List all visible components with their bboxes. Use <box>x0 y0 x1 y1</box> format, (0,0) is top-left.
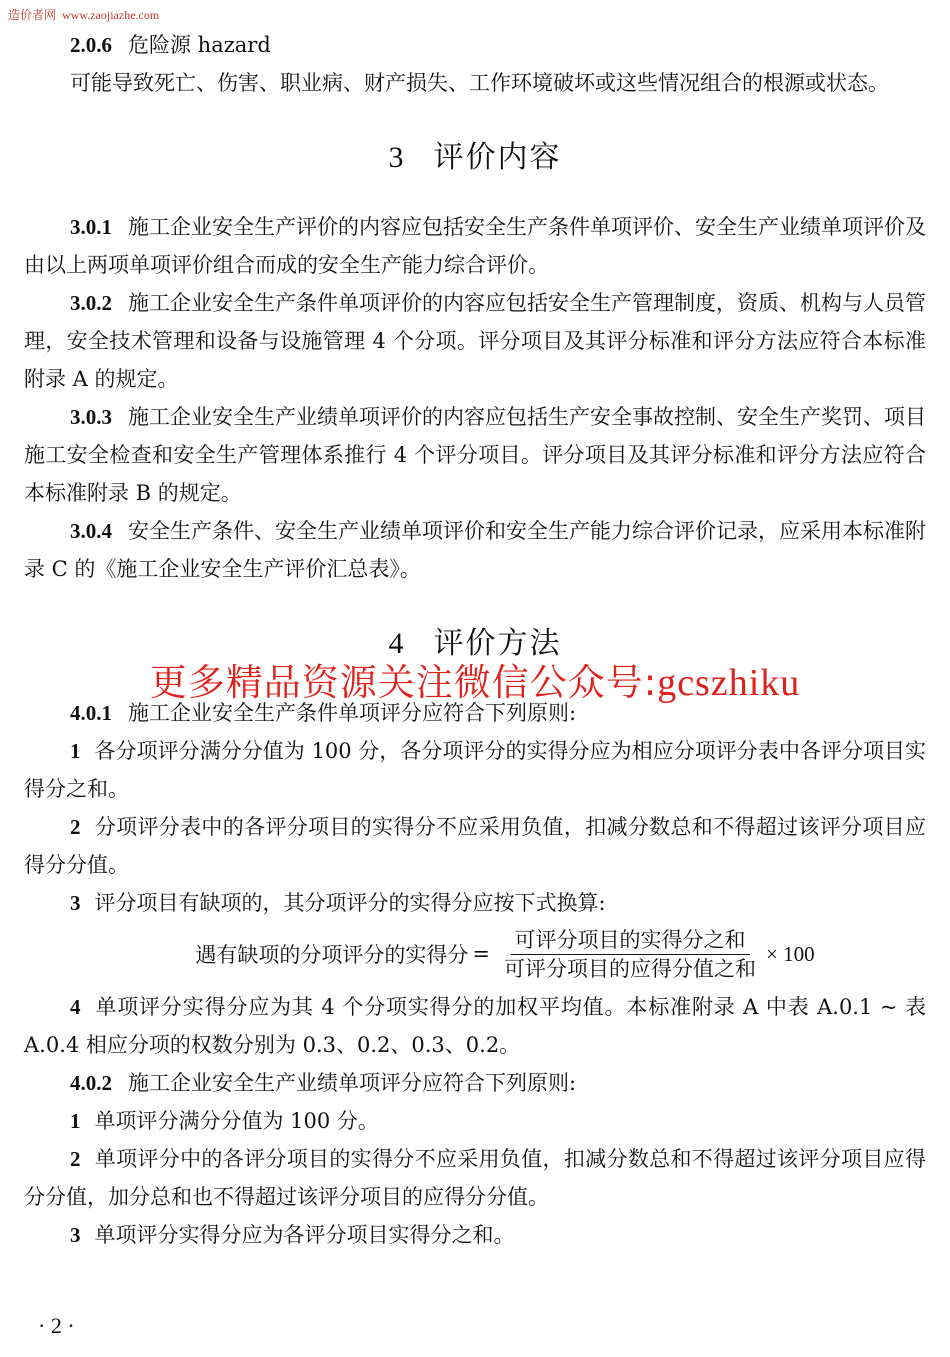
item-number: 3 <box>70 1223 81 1247</box>
promo-watermark <box>0 652 950 706</box>
clause-number: 3.0.3 <box>70 405 112 429</box>
clause-number: 3.0.1 <box>70 215 112 239</box>
definition-term-line <box>24 26 926 64</box>
list-item <box>24 732 926 808</box>
definition-term: 危险源 hazard <box>128 33 271 57</box>
section-3-heading <box>24 138 926 178</box>
section-3-title: 评价内容 <box>433 140 562 175</box>
document-page <box>24 26 926 1254</box>
watermark-site-name: 造价者网 <box>8 8 57 22</box>
clause-text: 施工企业安全生产评价的内容应包括安全生产条件单项评价、安全生产业绩单项评价及由以上两项单项评价组合而成的安全生产能力综合评价。 <box>24 215 926 277</box>
clause-number: 4.0.1 <box>70 701 112 725</box>
item-text: 分项评分表中的各评分项目的实得分不应采用负值，扣减分数总和不得超过该评分项目应得分分值。 <box>24 815 926 877</box>
clause-number: 3.0.4 <box>70 519 112 543</box>
top-watermark <box>8 6 159 23</box>
formula-lhs: 遇有缺项的分项评分的实得分 <box>195 943 469 967</box>
formula-numerator: 可评分项目的实得分之和 <box>511 926 750 955</box>
clause-3-0-4 <box>24 512 926 588</box>
clause-number: 3.0.2 <box>70 291 112 315</box>
item-text: 单项评分实得分应为其 4 个分项实得分的加权平均值。本标准附录 A 中表 A.0.1 ~ 表 A.0.4 相应分项的权数分别为 0.3、0.2、0.3、0.2。 <box>24 995 926 1057</box>
clause-3-0-2 <box>24 284 926 398</box>
item-number: 2 <box>70 815 81 839</box>
item-text: 单项评分实得分应为各评分项目实得分之和。 <box>94 1223 515 1247</box>
formula-denominator: 可评分项目的应得分值之和 <box>504 956 756 981</box>
item-text: 单项评分中的各评分项目的实得分不应采用负值，扣减分数总和不得超过该评分项目应得分分值，加分总和也不得超过该评分项目的应得分分值。 <box>24 1147 926 1209</box>
section-4-number: 4 <box>388 627 406 660</box>
clause-number: 4.0.2 <box>70 1071 112 1095</box>
page-number: · 2 · <box>38 1313 75 1338</box>
clause-3-0-3 <box>24 398 926 512</box>
list-item <box>24 1140 926 1216</box>
item-text: 单项评分满分分值为 100 分。 <box>94 1109 379 1133</box>
clause-text: 施工企业安全生产条件单项评价的内容应包括安全生产管理制度，资质、机构与人员管理，安全技术管理和设备与设施管理 4 个分项。评分项目及其评分标准和评分方法应符合本标准附录 A 的规定。 <box>24 291 926 391</box>
item-number: 3 <box>70 891 81 915</box>
item-text: 各分项评分满分分值为 100 分，各分项评分的实得分应为相应分项评分表中各评分项目实得分之和。 <box>24 739 926 801</box>
clause-3-0-1 <box>24 208 926 284</box>
conversion-formula <box>84 924 926 984</box>
item-text: 评分项目有缺项的，其分项评分的实得分应按下式换算: <box>94 891 606 915</box>
list-item <box>24 1102 926 1140</box>
item-number: 4 <box>70 995 81 1019</box>
definition-text: 可能导致死亡、伤害、职业病、财产损失、工作环境破坏或这些情况组合的根源或状态。 <box>70 71 889 95</box>
clause-text: 施工企业安全生产业绩单项评价的内容应包括生产安全事故控制、安全生产奖罚、项目施工安全检查和安全生产管理体系推行 4 个评分项目。评分项目及其评分标准和评分方法应符合本标准附录 B 的规定。 <box>24 405 926 505</box>
formula-fraction <box>500 926 760 983</box>
watermark-account-id: gcszhiku <box>657 662 801 704</box>
list-item <box>24 988 926 1064</box>
item-number: 1 <box>70 739 81 763</box>
clause-text: 安全生产条件、安全生产业绩单项评价和安全生产能力综合评价记录，应采用本标准附录 C 的《施工企业安全生产评价汇总表》。 <box>24 519 926 581</box>
clause-text: 施工企业安全生产业绩单项评分应符合下列原则: <box>128 1071 577 1095</box>
formula-equals: = <box>472 942 490 966</box>
watermark-url: www.zaojiazhe.com <box>62 8 160 22</box>
section-3-number: 3 <box>388 141 406 174</box>
clause-4-0-2 <box>24 1064 926 1102</box>
list-item <box>24 1216 926 1254</box>
formula-multiplier: × 100 <box>766 941 815 966</box>
definition-number: 2.0.6 <box>70 33 112 57</box>
list-item <box>24 808 926 884</box>
clause-text: 施工企业安全生产条件单项评分应符合下列原则: <box>128 701 577 725</box>
item-number: 1 <box>70 1109 81 1133</box>
item-number: 2 <box>70 1147 81 1171</box>
watermark-text: 更多精品资源关注微信公众号: <box>149 661 658 704</box>
section-4-title: 评价方法 <box>433 626 562 661</box>
list-item <box>24 884 926 922</box>
